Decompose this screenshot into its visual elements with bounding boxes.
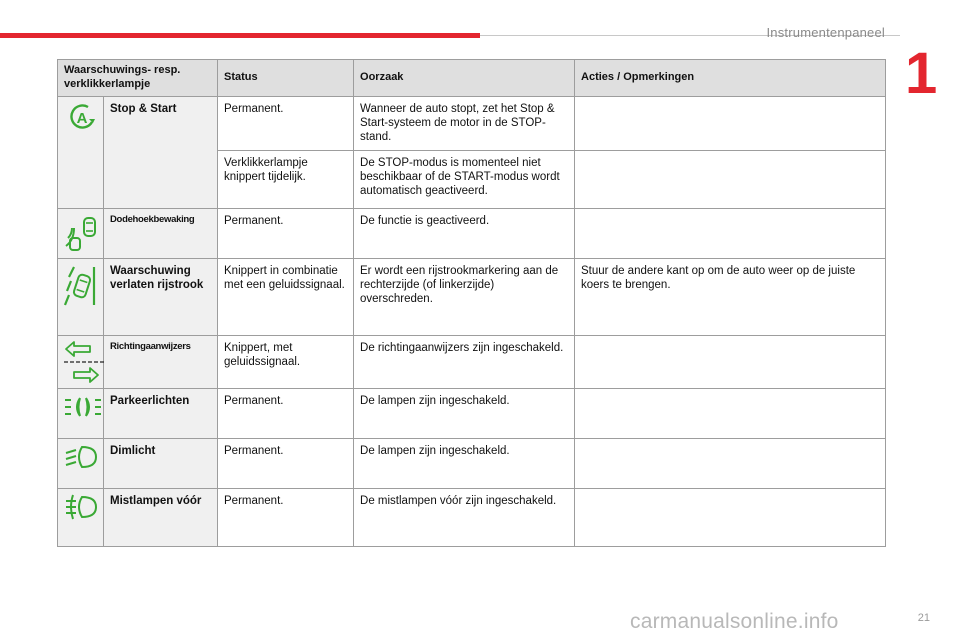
action-cell [575, 208, 886, 258]
front-fog-lamps-icon [64, 494, 98, 520]
action-cell [575, 438, 886, 488]
cause-cell: De STOP-modus is momenteel niet beschikbaar of de START-modus wordt automatisch geactiveerd. [354, 150, 575, 208]
direction-indicators-icon-cell [58, 335, 104, 388]
action-cell [575, 150, 886, 208]
table-row [58, 96, 886, 150]
cause-cell: De mistlampen vóór zijn ingeschakeld. [354, 488, 575, 546]
lamp-name: Mistlampen vóór [104, 488, 218, 546]
page-number: 21 [917, 612, 930, 624]
status-cell: Knippert, met geluidssignaal. [218, 335, 354, 388]
front-fog-lamps-icon-cell [58, 488, 104, 546]
column-header-status: Status [218, 60, 354, 97]
dipped-beam-icon [64, 444, 98, 470]
cause-cell: De lampen zijn ingeschakeld. [354, 438, 575, 488]
table-row [58, 258, 886, 335]
action-cell [575, 335, 886, 388]
status-cell: Permanent. [218, 208, 354, 258]
lamp-name: Waarschuwing verlaten rijstrook [104, 258, 218, 335]
table-row [58, 208, 886, 258]
direction-indicators-icon [64, 341, 104, 383]
stop-start-icon [64, 102, 100, 132]
table-header-row [58, 60, 886, 97]
table-row [58, 488, 886, 546]
status-cell: Knippert in combinatie met een geluidssignaal. [218, 258, 354, 335]
cause-cell: Wanneer de auto stopt, zet het Stop & Start-systeem de motor in de STOP-stand. [354, 96, 575, 150]
action-cell [575, 96, 886, 150]
chapter-number: 1 [905, 41, 938, 106]
lamp-name: Dodehoekbewaking [104, 208, 218, 258]
cause-cell: De functie is geactiveerd. [354, 208, 575, 258]
parking-lights-icon-cell [58, 388, 104, 438]
blind-spot-icon [64, 214, 100, 252]
table-row [58, 388, 886, 438]
dipped-beam-icon-cell [58, 438, 104, 488]
action-cell [575, 488, 886, 546]
status-cell: Permanent. [218, 488, 354, 546]
status-cell: Permanent. [218, 96, 354, 150]
lane-departure-icon [64, 264, 100, 308]
table-row [58, 438, 886, 488]
column-header-actions: Acties / Opmerkingen [575, 60, 886, 97]
action-cell: Stuur de andere kant op om de auto weer op de juiste koers te brengen. [575, 258, 886, 335]
lamp-name: Richtingaanwijzers [104, 335, 218, 388]
lane-departure-icon-cell [58, 258, 104, 335]
status-cell: Verklikkerlampje knippert tijdelijk. [218, 150, 354, 208]
cause-cell: De lampen zijn ingeschakeld. [354, 388, 575, 438]
stop-start-icon-cell [58, 96, 104, 208]
watermark: carmanualsonline.info [630, 610, 839, 633]
section-title: Instrumentenpaneel [766, 25, 885, 40]
status-cell: Permanent. [218, 388, 354, 438]
header-accent-bar [0, 33, 480, 38]
svg-text:A: A [76, 109, 88, 127]
action-cell [575, 388, 886, 438]
column-header-lamp: Waarschuwings- resp. verklikkerlampje [58, 60, 218, 97]
lamp-name: Stop & Start [104, 96, 218, 208]
status-cell: Permanent. [218, 438, 354, 488]
parking-lights-icon [64, 394, 102, 420]
column-header-cause: Oorzaak [354, 60, 575, 97]
blind-spot-icon-cell [58, 208, 104, 258]
lamp-name: Dimlicht [104, 438, 218, 488]
lamp-name: Parkeerlichten [104, 388, 218, 438]
cause-cell: De richtingaanwijzers zijn ingeschakeld. [354, 335, 575, 388]
table-row [58, 335, 886, 388]
warning-lights-table [57, 59, 886, 547]
cause-cell: Er wordt een rijstrookmarkering aan de rechterzijde (of linkerzijde) overschreden. [354, 258, 575, 335]
